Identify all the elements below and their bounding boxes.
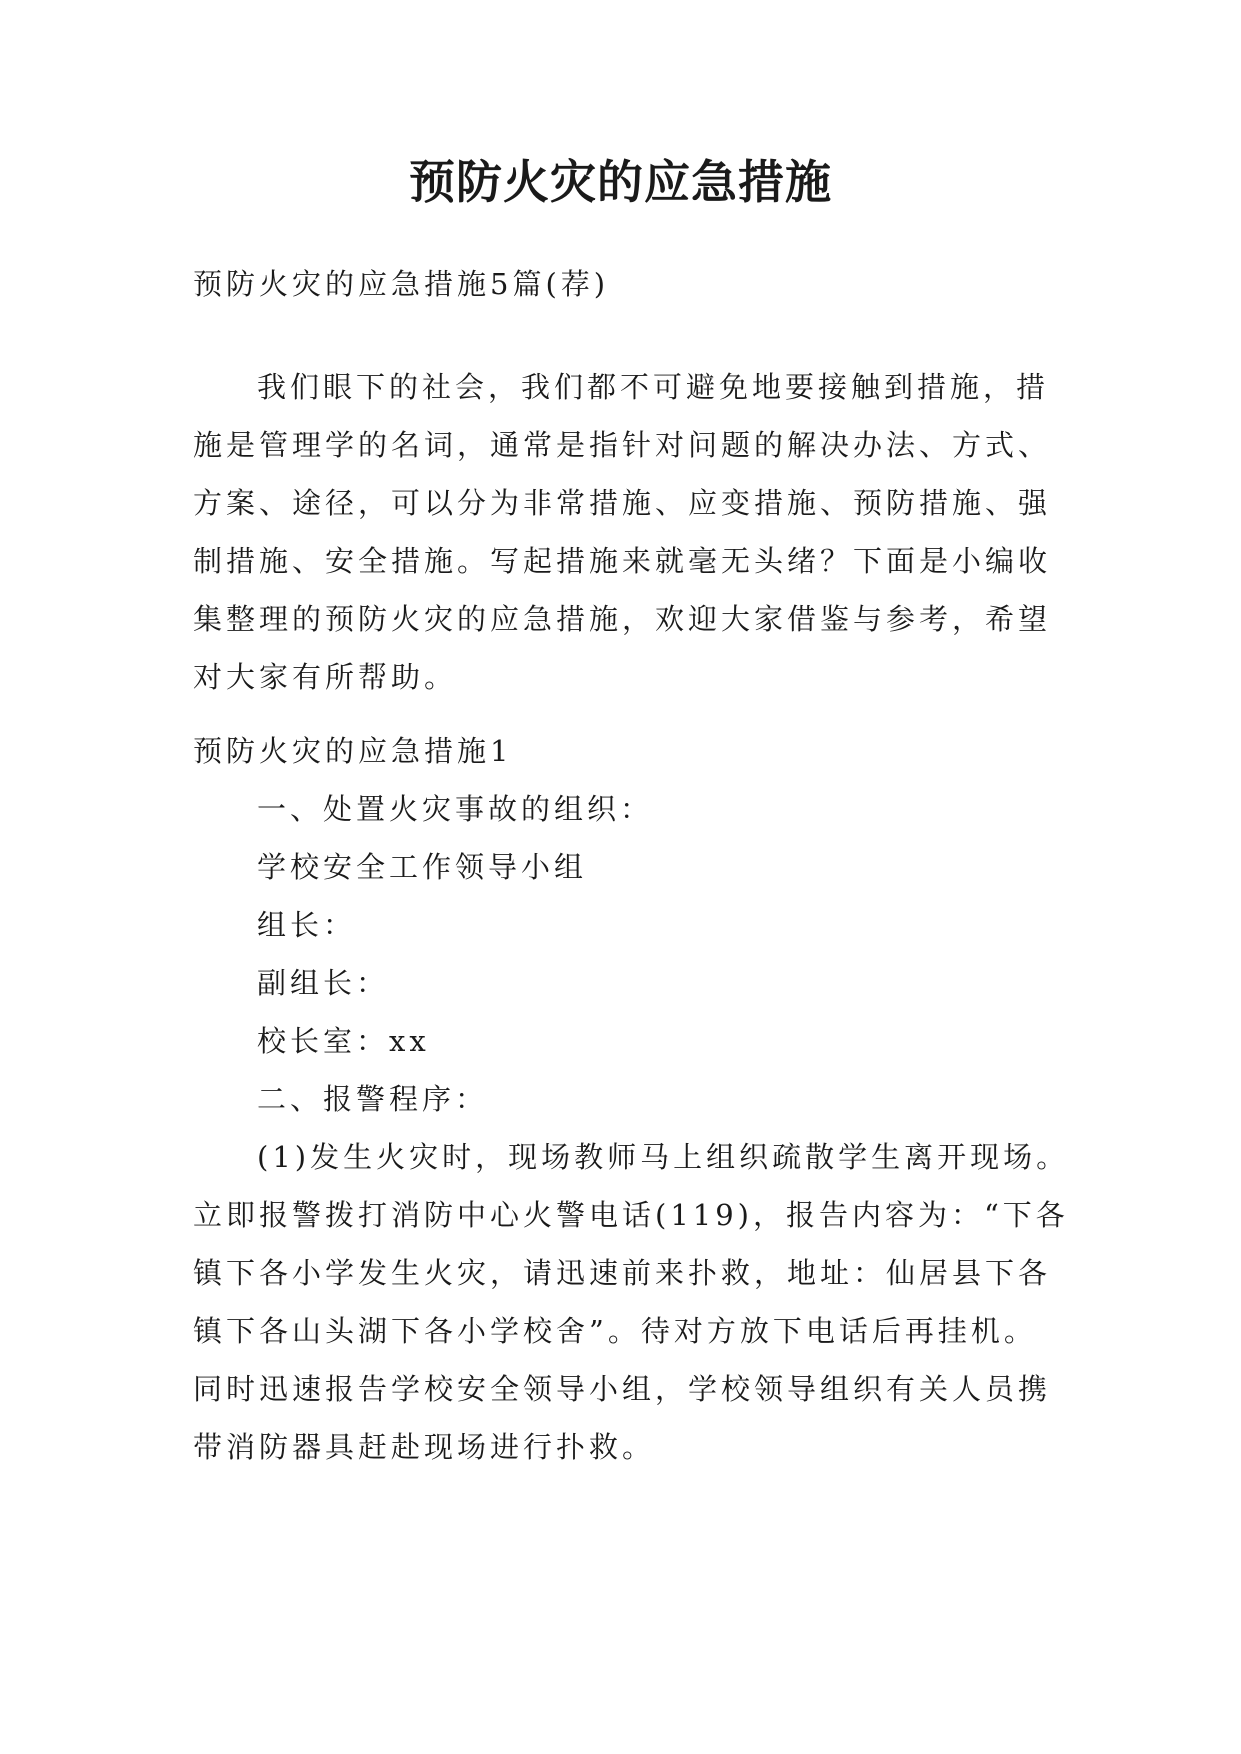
- procedure-paragraph: [193, 1128, 1073, 1476]
- procedure-line: 同时迅速报告学校安全领导小组，学校领导组织有关人员携: [193, 1372, 1052, 1406]
- intro-line: 制措施、安全措施。写起措施来就毫无头绪？下面是小编收: [193, 544, 1052, 578]
- section-heading: 预防火灾的应急措施1: [193, 734, 513, 768]
- document-subtitle-block: [193, 255, 1073, 313]
- procedure-line: 立即报警拨打消防中心火警电话(119)，报告内容为：“下各: [193, 1198, 1069, 1232]
- procedure-line: 带消防器具赶赴现场进行扑救。: [193, 1430, 656, 1464]
- procedure-line: 镇下各山头湖下各小学校舍”。待对方放下电话后再挂机。: [193, 1314, 1037, 1348]
- section-item: 二、报警程序：: [257, 1082, 489, 1116]
- intro-line: 施是管理学的名词，通常是指针对问题的解决办法、方式、: [193, 428, 1052, 462]
- intro-line: 方案、途径，可以分为非常措施、应变措施、预防措施、强: [193, 486, 1052, 520]
- intro-paragraph: [193, 358, 1073, 706]
- section-item: 一、处置火灾事故的组织：: [257, 792, 654, 826]
- procedure-line: (1)发生火灾时，现场教师马上组织疏散学生离开现场。: [257, 1140, 1070, 1174]
- section-item: 校长室：xx: [257, 1024, 430, 1058]
- section-block: [193, 722, 1073, 1128]
- intro-line: 我们眼下的社会，我们都不可避免地要接触到措施，措: [257, 370, 1050, 404]
- intro-line: 对大家有所帮助。: [193, 660, 458, 694]
- section-item: 学校安全工作领导小组: [257, 850, 588, 884]
- intro-line: 集整理的预防火灾的应急措施，欢迎大家借鉴与参考，希望: [193, 602, 1052, 636]
- section-item: 副组长：: [257, 966, 390, 1000]
- section-item: 组长：: [257, 908, 357, 942]
- document-subtitle: 预防火灾的应急措施5篇(荐): [193, 267, 610, 301]
- procedure-line: 镇下各小学发生火灾，请迅速前来扑救，地址：仙居县下各: [193, 1256, 1052, 1290]
- document-title: 预防火灾的应急措施: [409, 155, 832, 209]
